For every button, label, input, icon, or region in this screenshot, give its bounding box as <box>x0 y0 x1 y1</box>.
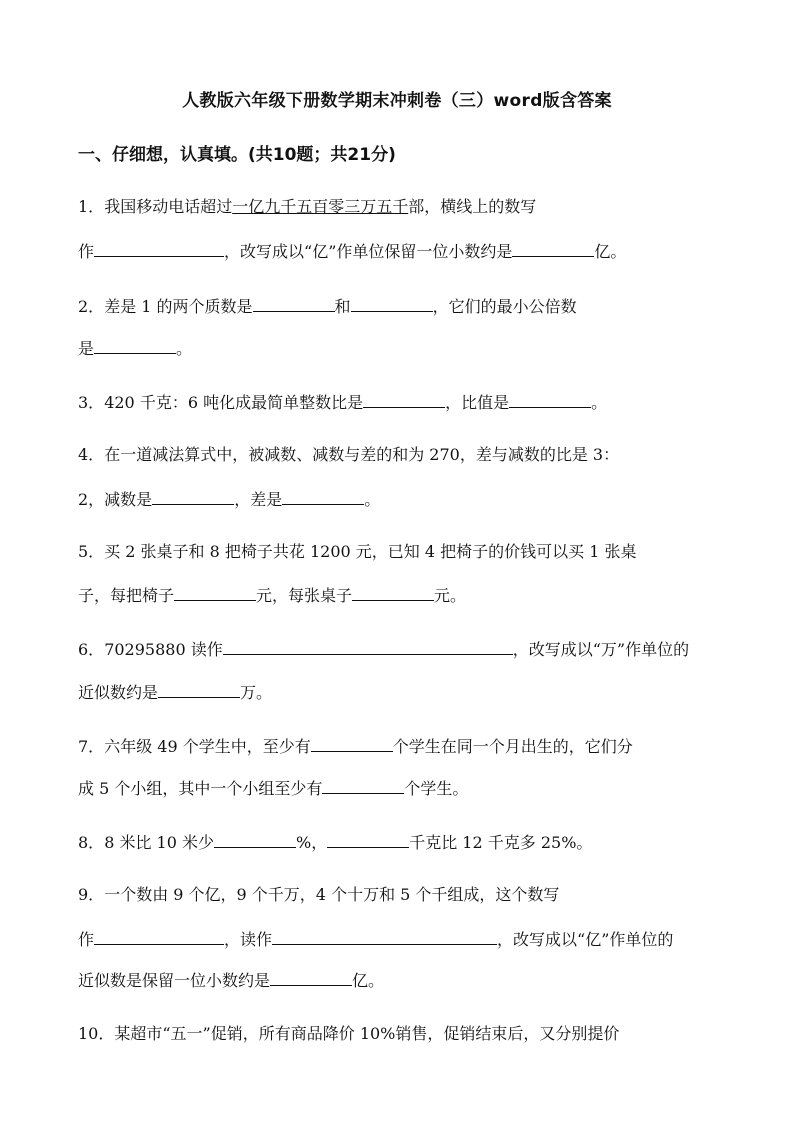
answer-blank[interactable] <box>351 294 433 312</box>
answer-blank[interactable] <box>253 294 335 312</box>
underlined-number-text: 一亿九千五百零三万五千 <box>232 197 409 216</box>
question-4-line-2: 2，减数是 ，差是 。 <box>78 487 728 511</box>
answer-blank[interactable] <box>311 734 393 752</box>
question-2-line-2: 是 。 <box>78 336 728 360</box>
answer-blank[interactable] <box>352 583 434 601</box>
answer-blank[interactable] <box>223 637 513 655</box>
question-9-line-3: 近似数是保留一位小数约是 亿。 <box>78 968 728 992</box>
answer-blank[interactable] <box>509 390 591 408</box>
question-8-line-1: 8．8 米比 10 米少 %， 千克比 12 千克多 25%。 <box>78 830 728 854</box>
answer-blank[interactable] <box>94 927 224 945</box>
answer-blank[interactable] <box>94 239 224 257</box>
question-number: 8． <box>78 833 105 852</box>
page-title: 人教版六年级下册数学期末冲刺卷（三）word版含答案 <box>182 91 612 111</box>
answer-blank[interactable] <box>322 776 404 794</box>
question-number: 2． <box>78 297 105 316</box>
question-number: 6． <box>78 640 105 659</box>
question-2-line-1: 2．差是 1 的两个质数是 和 ，它们的最小公倍数 <box>78 294 728 318</box>
question-3-line-1: 3．420 千克：6 吨化成最简单整数比是 ，比值是 。 <box>78 390 728 414</box>
question-6-line-2: 近似数约是 万。 <box>78 680 728 704</box>
answer-blank[interactable] <box>270 968 352 986</box>
question-number: 4． <box>78 445 105 464</box>
question-7-line-1: 7．六年级 49 个学生中，至少有 个学生在同一个月出生的，它们分 <box>78 734 728 758</box>
answer-blank[interactable] <box>174 583 256 601</box>
question-number: 3． <box>78 393 105 412</box>
question-number: 9． <box>78 885 105 904</box>
section-heading: 一、仔细想，认真填。(共10题；共21分) <box>78 145 396 165</box>
question-number: 5． <box>78 542 105 561</box>
answer-blank[interactable] <box>327 830 409 848</box>
question-7-line-2: 成 5 个小组，其中一个小组至少有 个学生。 <box>78 776 728 800</box>
question-5-line-2: 子，每把椅子 元，每张桌子 元。 <box>78 583 728 607</box>
answer-blank[interactable] <box>272 927 497 945</box>
question-number: 1． <box>78 197 105 216</box>
answer-blank[interactable] <box>152 487 234 505</box>
answer-blank[interactable] <box>282 487 364 505</box>
question-6-line-1: 6．70295880 读作 ，改写成以“万”作单位的 <box>78 637 728 661</box>
answer-blank[interactable] <box>158 680 240 698</box>
answer-blank[interactable] <box>512 239 594 257</box>
answer-blank[interactable] <box>94 336 176 354</box>
question-1-line-2: 作 ，改写成以“亿”作单位保留一位小数约是 亿。 <box>78 239 728 263</box>
question-10-line-1: 10．某超市“五一”促销，所有商品降价 10%销售，促销结束后，又分别提价 <box>78 1024 620 1043</box>
question-1-line-1: 1．我国移动电话超过一亿九千五百零三万五千部，横线上的数写 <box>78 197 537 216</box>
answer-blank[interactable] <box>214 830 296 848</box>
question-4-line-1: 4．在一道减法算式中，被减数、减数与差的和为 270，差与减数的比是 3： <box>78 445 620 464</box>
question-number: 7． <box>78 737 105 756</box>
question-5-line-1: 5．买 2 张桌子和 8 把椅子共花 1200 元，已知 4 把椅子的价钱可以买 1 张桌 <box>78 542 637 561</box>
question-number: 10． <box>78 1024 115 1043</box>
answer-blank[interactable] <box>363 390 445 408</box>
question-9-line-2: 作 ，读作 ，改写成以“亿”作单位的 <box>78 927 728 951</box>
question-9-line-1: 9．一个数由 9 个亿，9 个千万，4 个十万和 5 个千组成，这个数写 <box>78 885 560 904</box>
